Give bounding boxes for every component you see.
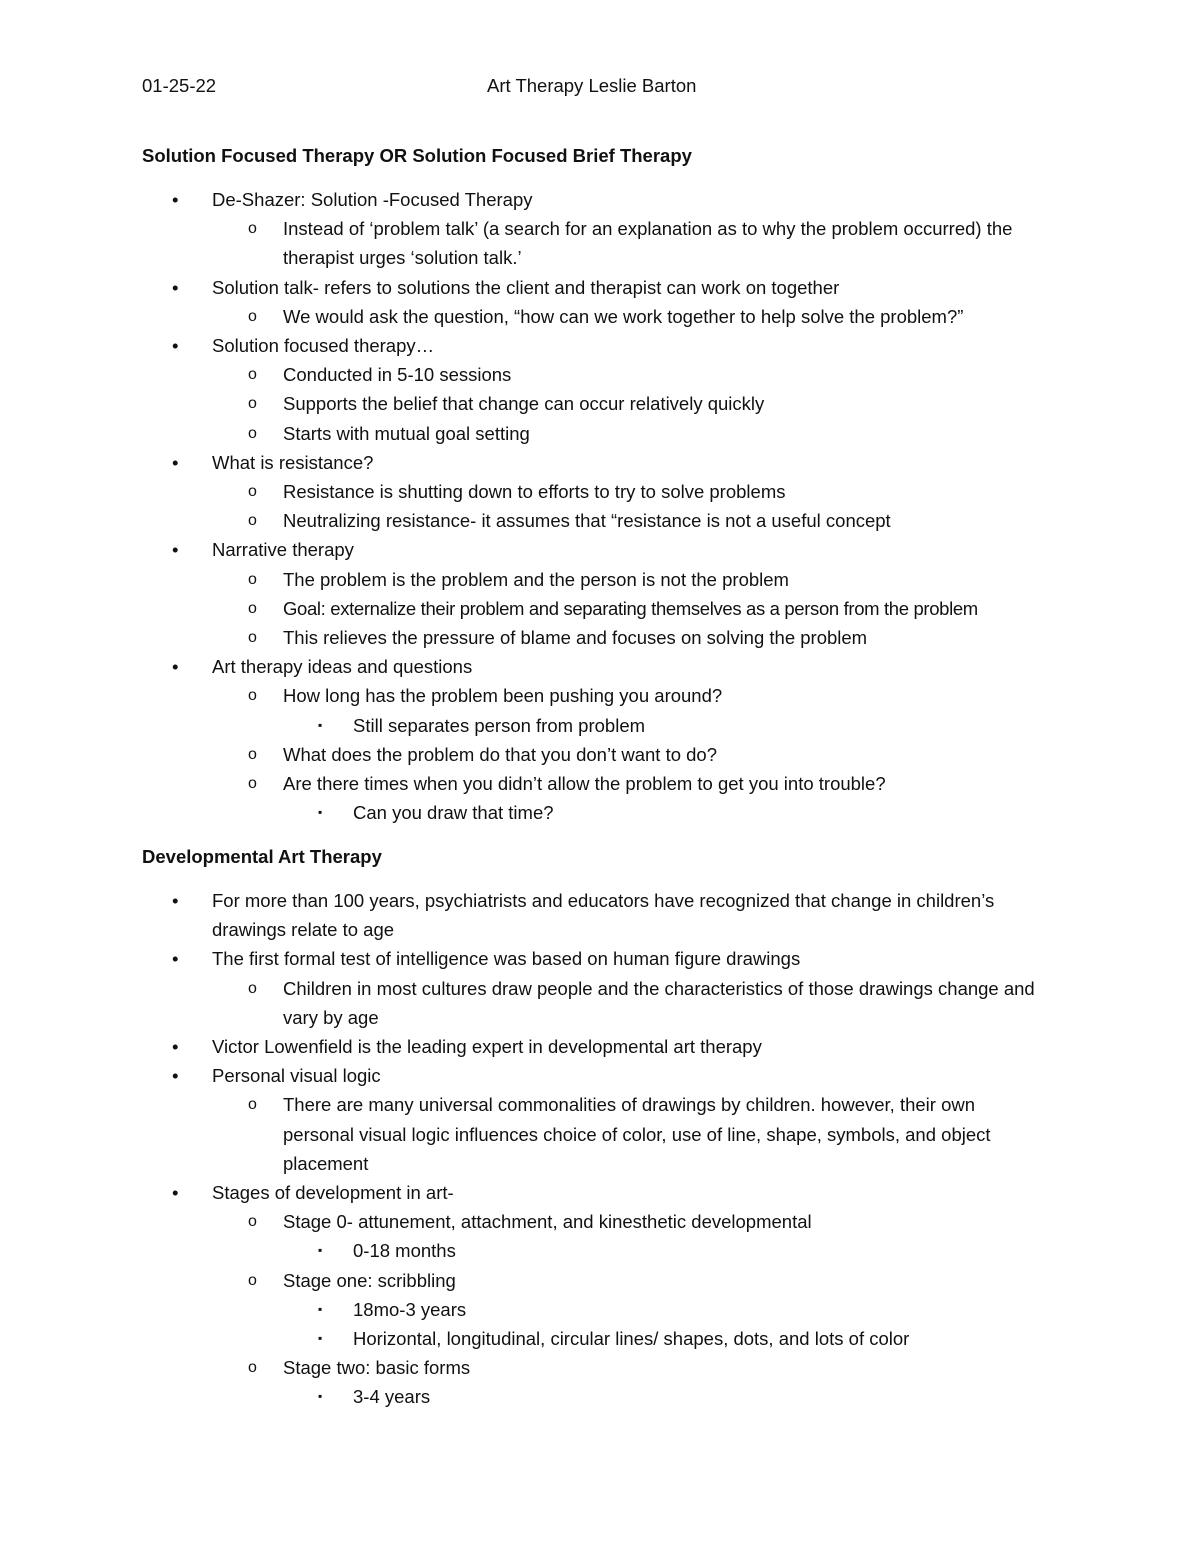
circle-bullet-icon: o: [248, 745, 257, 763]
list-item-text: There are many universal commonalities of drawings by children. however, their own personal visual logic influences choice of color, use of line, shape, symbols, and object placement: [283, 1094, 991, 1174]
list-item-text: Conducted in 5-10 sessions: [283, 364, 512, 386]
circle-bullet-icon: o: [248, 512, 257, 530]
list-item: [0, 886, 1100, 944]
list-item-text: Goal: externalize their problem and separating themselves as a person from the problem: [283, 597, 978, 619]
sub-list-item: [0, 1353, 1100, 1382]
list-item-text: Supports the belief that change can occur relatively quickly: [283, 393, 765, 415]
list-item-text: Victor Lowenfield is the leading expert in developmental art therapy: [212, 1036, 762, 1058]
developmental-list: [0, 886, 1100, 1412]
sub-list-item: [0, 565, 1100, 594]
square-bullet-icon: ▪: [318, 1301, 323, 1316]
list-item-text: For more than 100 years, psychiatrists and educators have recognized that change in children’s drawings relate to age: [212, 890, 995, 941]
list-item-text: Instead of ‘problem talk’ (a search for an explanation as to why the problem occurred) the therapist urges ‘solution talk.’: [283, 218, 1013, 269]
circle-bullet-icon: o: [248, 1213, 257, 1231]
sub-sub-list-item: [0, 711, 1100, 740]
header-title: Art Therapy Leslie Barton: [487, 75, 697, 96]
circle-bullet-icon: o: [248, 366, 257, 384]
sub-list-item: [0, 302, 1100, 331]
sub-sub-list-item: [0, 1382, 1100, 1411]
circle-bullet-icon: o: [248, 483, 257, 501]
list-item-text: Art therapy ideas and questions: [212, 656, 473, 678]
bullet-icon: •: [172, 539, 179, 561]
list-item-text: We would ask the question, “how can we work together to help solve the problem?”: [283, 305, 964, 327]
list-item-text: The first formal test of intelligence was based on human figure drawings: [212, 948, 801, 970]
list-item-text: Starts with mutual goal setting: [283, 422, 530, 444]
list-item: [0, 652, 1100, 681]
bullet-icon: •: [172, 1065, 179, 1087]
sub-list-item: [0, 769, 1100, 798]
bullet-icon: •: [172, 276, 179, 298]
sub-list-item: [0, 623, 1100, 652]
circle-bullet-icon: o: [248, 307, 257, 325]
section-heading-developmental: Developmental Art Therapy: [142, 846, 382, 867]
list-item: [0, 1061, 1100, 1090]
circle-bullet-icon: o: [248, 1359, 257, 1377]
sub-sub-list-item: [0, 1324, 1100, 1353]
list-item-text: 0-18 months: [353, 1240, 456, 1262]
circle-bullet-icon: o: [248, 629, 257, 647]
circle-bullet-icon: o: [248, 599, 257, 617]
circle-bullet-icon: o: [248, 395, 257, 413]
list-item: [0, 944, 1100, 973]
list-item-text: The problem is the problem and the person is not the problem: [283, 568, 789, 590]
sub-sub-list-item: [0, 1295, 1100, 1324]
list-item-text: Horizontal, longitudinal, circular lines/ shapes, dots, and lots of color: [353, 1328, 910, 1350]
sub-sub-list-item: [0, 798, 1100, 827]
list-item-text: Personal visual logic: [212, 1065, 381, 1087]
solution-focused-list: [0, 185, 1100, 827]
list-item-text: Solution talk- refers to solutions the client and therapist can work on together: [212, 276, 840, 298]
bullet-icon: •: [172, 335, 179, 357]
list-item: [0, 535, 1100, 564]
list-item-text: How long has the problem been pushing you around?: [283, 685, 723, 707]
sub-list-item: [0, 389, 1100, 418]
bullet-icon: •: [172, 189, 179, 210]
sub-list-item: [0, 1266, 1100, 1295]
circle-bullet-icon: o: [248, 570, 257, 588]
list-item-text: Stage 0- attunement, attachment, and kinesthetic developmental: [283, 1211, 812, 1233]
circle-bullet-icon: o: [248, 424, 257, 442]
sub-sub-list-item: [0, 1236, 1100, 1265]
circle-bullet-icon: o: [248, 1271, 257, 1289]
bullet-icon: •: [172, 451, 179, 473]
bullet-icon: •: [172, 656, 179, 678]
sub-list-item: [0, 974, 1100, 1032]
list-item: [0, 331, 1100, 360]
sub-list-item: [0, 477, 1100, 506]
list-item-text: Children in most cultures draw people and the characteristics of those drawings change and vary by age: [283, 977, 1035, 1028]
sub-list-item: [0, 419, 1100, 448]
sub-list-item: [0, 1207, 1100, 1236]
bullet-icon: •: [172, 890, 179, 911]
list-item-text: Can you draw that time?: [353, 802, 554, 824]
sub-list-item: [0, 360, 1100, 389]
list-item: [0, 185, 1100, 214]
list-item-text: 18mo-3 years: [353, 1298, 467, 1320]
bullet-icon: •: [172, 1036, 179, 1058]
list-item-text: De-Shazer: Solution -Focused Therapy: [212, 189, 533, 210]
list-item-text: Resistance is shutting down to efforts to try to solve problems: [283, 481, 786, 503]
square-bullet-icon: ▪: [318, 1331, 323, 1346]
sub-list-item: [0, 214, 1100, 272]
list-item-text: Narrative therapy: [212, 539, 354, 561]
circle-bullet-icon: o: [248, 220, 257, 238]
list-item-text: This relieves the pressure of blame and focuses on solving the problem: [283, 627, 868, 649]
circle-bullet-icon: o: [248, 687, 257, 705]
list-item-text: Still separates person from problem: [353, 714, 646, 736]
circle-bullet-icon: o: [248, 1096, 257, 1114]
list-item-text: Neutralizing resistance- it assumes that “resistance is not a useful concept: [283, 510, 891, 532]
list-item: [0, 273, 1100, 302]
sub-list-item: [0, 506, 1100, 535]
list-item-text: Stages of development in art-: [212, 1182, 454, 1204]
square-bullet-icon: ▪: [318, 717, 323, 732]
list-item-text: 3-4 years: [353, 1386, 431, 1408]
bullet-icon: •: [172, 948, 179, 970]
header-date: 01-25-22: [142, 75, 217, 96]
list-item-text: Stage two: basic forms: [283, 1357, 471, 1379]
section-heading-solution-focused: Solution Focused Therapy OR Solution Focused Brief Therapy: [142, 145, 692, 166]
sub-list-item: [0, 594, 1100, 623]
list-item: [0, 448, 1100, 477]
sub-list-item: [0, 740, 1100, 769]
circle-bullet-icon: o: [248, 775, 257, 793]
bullet-icon: •: [172, 1182, 179, 1204]
sub-list-item: [0, 1090, 1100, 1178]
sub-list-item: [0, 681, 1100, 710]
square-bullet-icon: ▪: [318, 1389, 323, 1404]
list-item-text: What is resistance?: [212, 451, 374, 473]
list-item-text: Solution focused therapy…: [212, 335, 435, 357]
list-item: [0, 1032, 1100, 1061]
square-bullet-icon: ▪: [318, 805, 323, 820]
list-item-text: What does the problem do that you don’t want to do?: [283, 743, 718, 765]
circle-bullet-icon: o: [248, 979, 257, 997]
square-bullet-icon: ▪: [318, 1243, 323, 1258]
list-item-text: Are there times when you didn’t allow the problem to get you into trouble?: [283, 773, 886, 795]
list-item: [0, 1178, 1100, 1207]
list-item-text: Stage one: scribbling: [283, 1269, 456, 1291]
